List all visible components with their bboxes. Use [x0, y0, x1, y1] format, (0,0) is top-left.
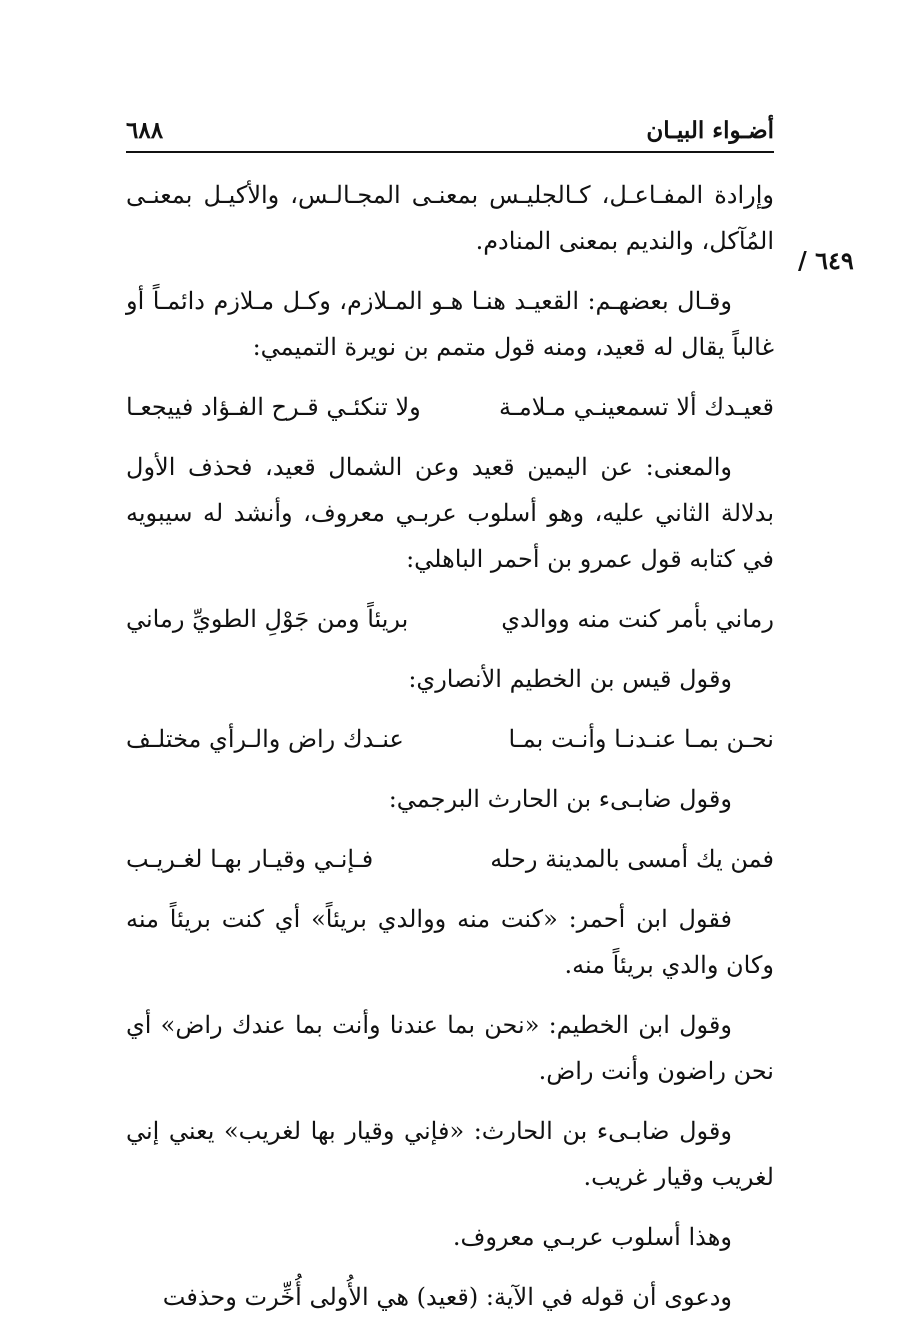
poetry-verse [126, 596, 774, 642]
paragraph: والمعنى: عن اليمين قعيد وعن الشمال قعيد، فحذف الأول بدلالة الثاني عليه، وهو أسلوب عربـي معروف، وأنشد له سيبويه في كتابه قول عمرو بن أحمر الباهلي: [126, 453, 774, 573]
verse-second-hemistich: فـإنـي وقيـار بهـا لغـريـب [126, 845, 374, 873]
paragraph: وقول ابن الخطيم: «نحن بما عندنا وأنت بما عندك راض» أي نحن راضون وأنت راض. [126, 1011, 774, 1085]
book-title: أضـواء البيـان [646, 116, 774, 144]
verse-second-hemistich: بريئاً ومن جَوْلِ الطويِّ رماني [126, 605, 409, 633]
verse-first-hemistich: فمن يك أمسى بالمدينة رحله [490, 845, 774, 873]
paragraph: وهذا أسلوب عربـي معروف. [452, 1223, 732, 1251]
margin-page-reference: ٦٤٩ / [798, 246, 854, 275]
paragraph: وقول قيس بن الخطيم الأنصاري: [408, 665, 732, 693]
poetry-verse [126, 384, 774, 430]
header-rule [126, 151, 774, 153]
paragraph: وقول ضابـىء بن الحارث: «فإني وقيار بها لغريب» يعني إني لغريب وقيار غريب. [126, 1117, 774, 1191]
page-number: ٦٨٨ [126, 116, 164, 144]
poetry-verse [126, 836, 774, 882]
verse-first-hemistich: رماني بأمر كنت منه ووالدي [501, 605, 774, 633]
running-header [126, 112, 774, 148]
verse-first-hemistich: قعيـدك ألا تسمعينـي مـلامـة [499, 393, 774, 421]
verse-second-hemistich: ولا تنكئـي قـرح الفـؤاد فييجعـا [126, 393, 421, 421]
poetry-verse [126, 716, 774, 762]
paragraph: وقـال بعضهـم: القعيـد هنـا هـو المـلازم، وكـل مـلازم دائمـاً أو غالباً يقال له قعيد، ومنه قول متمم بن نويرة التميمي: [126, 287, 774, 361]
paragraph: وقول ضابـىء بن الحارث البرجمي: [388, 785, 732, 813]
paragraph: فقول ابن أحمر: «كنت منه ووالدي بريئاً» أي كنت بريئاً منه وكان والدي بريئاً منه. [126, 905, 774, 979]
verse-first-hemistich: نحـن بمـا عنـدنـا وأنـت بمـا [508, 725, 774, 753]
paragraph: ودعوى أن قوله في الآية: (قعيد) هي الأُولى أُخِّرت وحذفت [162, 1283, 732, 1311]
verse-second-hemistich: عنـدك راض والـرأي مختلـف [126, 725, 404, 753]
paragraph: وإرادة المفـاعـل، كـالجليـس بمعنـى المجـالـس، والأكيـل بمعنـى المُآكل، والنديم بمعنى المنادم. [126, 181, 774, 255]
page-body [126, 172, 774, 1334]
